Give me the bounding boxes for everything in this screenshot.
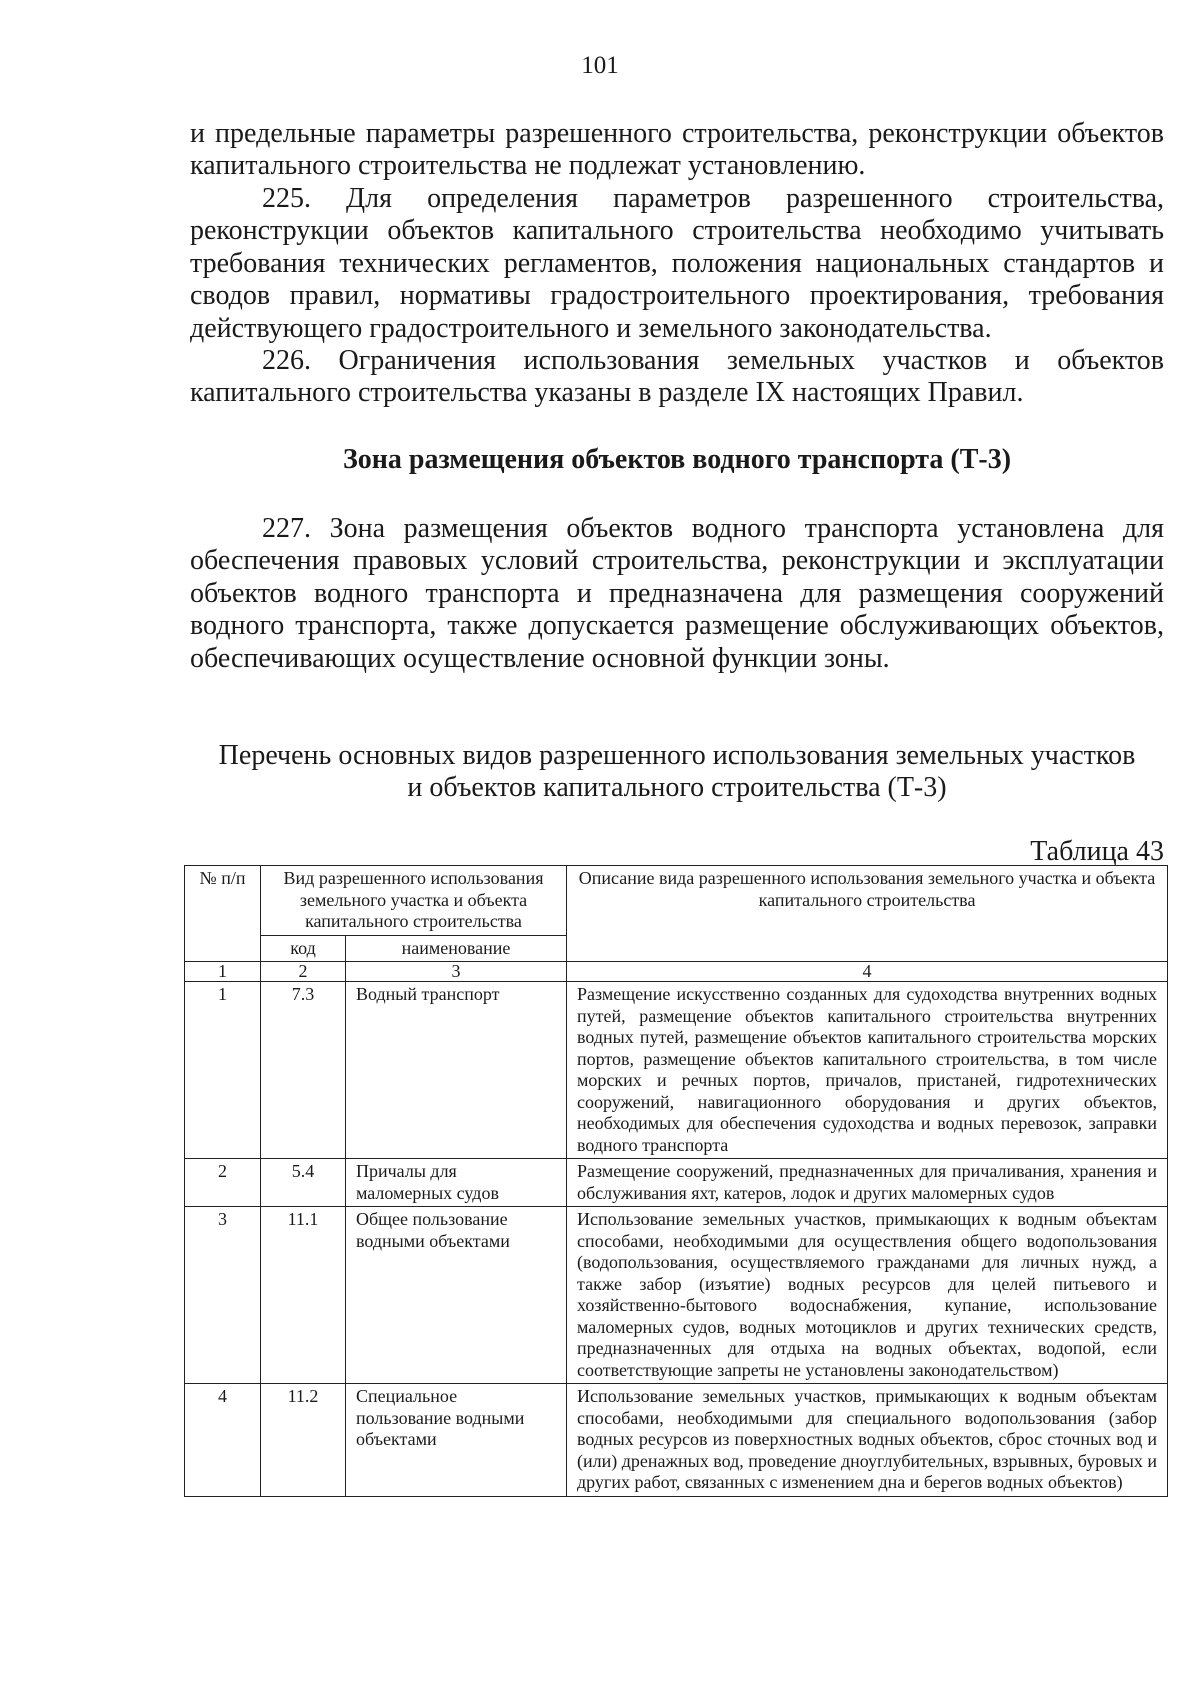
- table-header-row: [185, 866, 1168, 936]
- column-number: 3: [346, 962, 567, 982]
- header-description: Описание вида разрешенного использования земельного участка и объекта капитального строительства: [567, 866, 1168, 962]
- header-code: код: [261, 935, 346, 962]
- permitted-use-table: [184, 865, 1168, 1497]
- header-name: наименование: [346, 935, 567, 962]
- column-number: 4: [567, 962, 1168, 982]
- paragraph-227: 227. Зона размещения объектов водного транспорта установлена для обеспечения правовых условий строительства, реконструкции и эксплуатации объектов водного транспорта и предназначена для размещения сооружений водного транспорта, также допускается размещение обслуживающих объектов, обеспечивающих осуществление основной функции зоны.: [190, 513, 1164, 674]
- column-number-row: [185, 962, 1168, 982]
- list-title-line-1: Перечень основных видов разрешенного использования земельных участков: [218, 740, 1136, 771]
- table-row: [185, 1384, 1168, 1497]
- row-code: 5.4: [261, 1159, 346, 1207]
- list-title-line-2: и объектов капитального строительства (Т-3): [407, 772, 947, 803]
- paragraph-226: 226. Ограничения использования земельных участков и объектов капитального строительства указаны в разделе IX настоящих Правил.: [190, 345, 1164, 409]
- row-name: Водный транспорт: [346, 982, 567, 1159]
- table-row: [185, 1207, 1168, 1384]
- list-title: [190, 740, 1164, 804]
- header-num: № п/п: [185, 866, 261, 962]
- column-number: 1: [185, 962, 261, 982]
- row-code: 11.1: [261, 1207, 346, 1384]
- paragraph-225: 225. Для определения параметров разрешенного строительства, реконструкции объектов капитального строительства необходимо учитывать требования технических регламентов, положения национальных стандартов и сводов правил, нормативы градостроительного проектирования, требования действующего градостроительного и земельного законодательства.: [190, 183, 1164, 344]
- row-num: 3: [185, 1207, 261, 1384]
- table-row: [185, 1159, 1168, 1207]
- column-number: 2: [261, 962, 346, 982]
- row-name: Общее пользование водными объектами: [346, 1207, 567, 1384]
- row-description: Использование земельных участков, примыкающих к водным объектам способами, необходимыми для специального водопользования (забор водных ресурсов из поверхностных водных объектов, сброс сточных вод и (или) дренажных вод, проведение дноуглубительных, взрывных, буровых и других работ, связанных с изменением дна и берегов водных объектов): [567, 1384, 1168, 1497]
- row-description: Размещение искусственно созданных для судоходства внутренних водных путей, размещение объектов капитального строительства внутренних водных путей, размещение объектов капитального строительства морских портов, размещение объектов капитального строительства, в том числе морских и речных портов, причалов, пристаней, гидротехнических сооружений, навигационного оборудования и других объектов, необходимых для обеспечения судоходства и водных перевозок, заправки водного транспорта: [567, 982, 1168, 1159]
- header-kind: Вид разрешенного использования земельного участка и объекта капитального строительства: [261, 866, 567, 936]
- section-title: Зона размещения объектов водного транспорта (Т-3): [342, 444, 1012, 475]
- row-num: 2: [185, 1159, 261, 1207]
- row-name: Специальное пользование водными объектами: [346, 1384, 567, 1497]
- row-name: Причалы для маломерных судов: [346, 1159, 567, 1207]
- page-number: 101: [581, 52, 619, 79]
- row-description: Использование земельных участков, примыкающих к водным объектам способами, необходимыми для осуществления общего водопользования (водопользования, осуществляемого гражданами для личных нужд, а также забор (изъятие) водных ресурсов для целей питьевого и хозяйственно-бытового водоснабжения, купание, использование маломерных судов, водных мотоциклов и других технических средств, предназначенных для отдыха на водных объектах, водопой, если соответствующие запреты не установлены законодательством): [567, 1207, 1168, 1384]
- table-row: [185, 982, 1168, 1159]
- row-description: Размещение сооружений, предназначенных для причаливания, хранения и обслуживания яхт, катеров, лодок и других маломерных судов: [567, 1159, 1168, 1207]
- row-code: 11.2: [261, 1384, 346, 1497]
- paragraph-continuation: и предельные параметры разрешенного строительства, реконструкции объектов капитального строительства не подлежат установлению.: [190, 118, 1164, 182]
- row-num: 4: [185, 1384, 261, 1497]
- table-caption: Таблица 43: [1030, 836, 1164, 867]
- row-code: 7.3: [261, 982, 346, 1159]
- row-num: 1: [185, 982, 261, 1159]
